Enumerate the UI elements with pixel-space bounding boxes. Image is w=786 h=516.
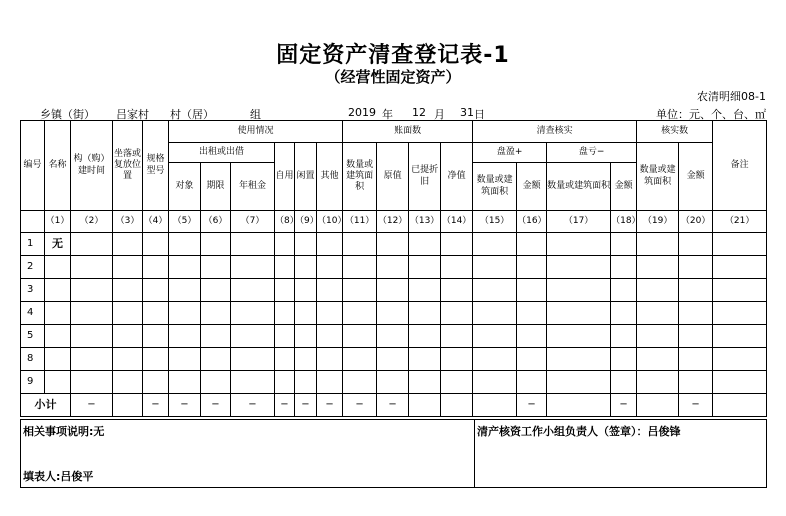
col-number-cell: （1） [45, 211, 71, 233]
table-cell [201, 302, 231, 325]
table-cell [317, 371, 343, 394]
subtotal-cell: − [71, 394, 113, 417]
col-usage-header: 使用情况 [169, 121, 343, 143]
table-cell [473, 233, 517, 256]
subtotal-cell: − [201, 394, 231, 417]
table-cell [317, 279, 343, 302]
table-cell [113, 233, 143, 256]
year-value: 2019 [348, 106, 376, 119]
col-number-cell: （8） [275, 211, 295, 233]
table-row [21, 256, 767, 279]
col-net-header: 净值 [441, 143, 473, 211]
table-cell [143, 302, 169, 325]
col-number-cell: （18） [611, 211, 637, 233]
table-cell [409, 302, 441, 325]
table-cell [143, 348, 169, 371]
col-number-cell: （5） [169, 211, 201, 233]
year-label: 年 [382, 108, 393, 121]
table-cell [201, 279, 231, 302]
table-row [21, 325, 767, 348]
subtotal-cell: − [317, 394, 343, 417]
col-remark-header: 备注 [713, 121, 767, 211]
table-cell [317, 302, 343, 325]
table-cell [473, 371, 517, 394]
table-cell [295, 256, 317, 279]
table-cell [409, 348, 441, 371]
table-cell [201, 233, 231, 256]
table-cell [71, 279, 113, 302]
subtotal-cell [113, 394, 143, 417]
col-loss-qty-header: 数量或建筑面积 [547, 163, 611, 211]
table-cell [71, 325, 113, 348]
subtotal-cell [637, 394, 679, 417]
month-label: 月 [434, 108, 445, 121]
table-cell [473, 279, 517, 302]
table-cell [143, 325, 169, 348]
table-cell [547, 348, 611, 371]
table-cell [231, 348, 275, 371]
table-cell [343, 325, 377, 348]
table-cell [679, 302, 713, 325]
table-cell [317, 233, 343, 256]
table-cell [713, 233, 767, 256]
table-cell [343, 348, 377, 371]
table-cell [547, 325, 611, 348]
table-cell [71, 348, 113, 371]
form-code: 农清明细08-1 [697, 90, 766, 103]
table-cell [143, 279, 169, 302]
group-label: 组 [250, 108, 261, 121]
table-row [21, 279, 767, 302]
col-number-cell: （7） [231, 211, 275, 233]
col-target-header: 对象 [169, 163, 201, 211]
table-cell [713, 279, 767, 302]
table-cell [231, 256, 275, 279]
table-cell [71, 371, 113, 394]
table-cell [517, 279, 547, 302]
table-cell [169, 325, 201, 348]
table-cell [275, 302, 295, 325]
table-cell [547, 279, 611, 302]
col-original-header: 原值 [377, 143, 409, 211]
table-cell [713, 371, 767, 394]
table-cell [473, 256, 517, 279]
table-cell [611, 302, 637, 325]
table-cell [441, 371, 473, 394]
subtotal-cell: − [517, 394, 547, 417]
subtotal-cell: − [295, 394, 317, 417]
row-number: 5 [21, 325, 45, 348]
subtotal-cell [547, 394, 611, 417]
subtotal-cell [441, 394, 473, 417]
row-name [45, 348, 71, 371]
table-cell [441, 256, 473, 279]
table-cell [275, 371, 295, 394]
col-verified-header: 核实数 [637, 121, 713, 143]
col-number-cell: （17） [547, 211, 611, 233]
col-verified-amt-header: 金额 [679, 143, 713, 211]
table-cell [441, 233, 473, 256]
col-num-header: 编号 [21, 121, 45, 211]
table-cell [517, 325, 547, 348]
row-name: 无 [45, 233, 71, 256]
table-cell [317, 325, 343, 348]
table-cell [517, 348, 547, 371]
table-cell [547, 371, 611, 394]
table-cell [71, 233, 113, 256]
table-cell [295, 302, 317, 325]
table-cell [611, 233, 637, 256]
table-cell [317, 348, 343, 371]
row-name [45, 325, 71, 348]
table-cell [143, 256, 169, 279]
table-cell [637, 371, 679, 394]
table-cell [113, 279, 143, 302]
row-name [45, 371, 71, 394]
table-cell [295, 279, 317, 302]
col-rent-header: 年租金 [231, 163, 275, 211]
table-cell [473, 348, 517, 371]
subtotal-row [21, 394, 767, 417]
form-title: 固定资产清查登记表-1 [276, 43, 510, 68]
table-cell [441, 325, 473, 348]
table-cell [295, 348, 317, 371]
unit-label: 单位：元、个、台、㎡ [656, 108, 766, 121]
col-location-header: 坐落或复放位置 [113, 121, 143, 211]
table-cell [679, 348, 713, 371]
col-number-cell: （4） [143, 211, 169, 233]
table-cell [143, 371, 169, 394]
col-book-header: 账面数 [343, 121, 473, 143]
day-label: 日 [474, 108, 485, 121]
table-cell [637, 256, 679, 279]
asset-register-table [20, 120, 767, 417]
table-cell [377, 279, 409, 302]
table-cell [275, 325, 295, 348]
table-cell [409, 279, 441, 302]
table-cell [275, 233, 295, 256]
footer-left [21, 420, 475, 488]
day-value: 31 [460, 106, 474, 119]
table-cell [713, 256, 767, 279]
table-cell [275, 279, 295, 302]
table-cell [169, 371, 201, 394]
month-value: 12 [412, 106, 426, 119]
table-cell [343, 371, 377, 394]
col-verify-header: 清查核实 [473, 121, 637, 143]
table-cell [611, 325, 637, 348]
table-cell [377, 302, 409, 325]
col-surplus-header: 盘盈+ [473, 143, 547, 163]
table-cell [517, 302, 547, 325]
table-cell [377, 325, 409, 348]
col-number-cell: （14） [441, 211, 473, 233]
table-cell [409, 256, 441, 279]
col-surplus-amt-header: 金额 [517, 163, 547, 211]
table-cell [473, 302, 517, 325]
table-cell [713, 348, 767, 371]
col-depreciation-header: 已提折旧 [409, 143, 441, 211]
village-label: 村（居） [170, 108, 214, 121]
table-cell [611, 348, 637, 371]
table-cell [169, 233, 201, 256]
table-cell [611, 279, 637, 302]
table-cell [71, 256, 113, 279]
col-number-cell: （6） [201, 211, 231, 233]
col-number-cell: （9） [295, 211, 317, 233]
related-notes: 相关事项说明:无 [23, 425, 105, 438]
col-verified-qty-header: 数量或建筑面积 [637, 143, 679, 211]
col-surplus-qty-header: 数量或建筑面积 [473, 163, 517, 211]
table-cell [201, 325, 231, 348]
township-label: 乡镇（街） [40, 108, 95, 121]
table-cell [377, 233, 409, 256]
col-build-time-header: 构（购）建时间 [71, 121, 113, 211]
village-name: 吕家村 [116, 108, 149, 121]
table-cell [231, 371, 275, 394]
table-cell [295, 233, 317, 256]
col-number-cell: （11） [343, 211, 377, 233]
table-cell [679, 371, 713, 394]
table-cell [377, 348, 409, 371]
row-name [45, 256, 71, 279]
table-cell [637, 279, 679, 302]
subtotal-cell: − [611, 394, 637, 417]
table-cell [143, 233, 169, 256]
table-cell [113, 302, 143, 325]
col-number-cell: （16） [517, 211, 547, 233]
table-cell [409, 233, 441, 256]
table-cell [547, 233, 611, 256]
row-number: 3 [21, 279, 45, 302]
table-cell [231, 279, 275, 302]
row-number: 8 [21, 348, 45, 371]
col-number-cell: （21） [713, 211, 767, 233]
table-cell [343, 233, 377, 256]
row-number: 9 [21, 371, 45, 394]
table-cell [113, 348, 143, 371]
table-row [21, 233, 767, 256]
col-term-header: 期限 [201, 163, 231, 211]
table-cell [343, 302, 377, 325]
subtotal-cell: − [169, 394, 201, 417]
subtotal-cell: − [679, 394, 713, 417]
table-cell [343, 256, 377, 279]
table-cell [71, 302, 113, 325]
table-cell [637, 348, 679, 371]
subtotal-cell [473, 394, 517, 417]
table-cell [679, 233, 713, 256]
col-other-header: 其他 [317, 143, 343, 211]
table-cell [713, 302, 767, 325]
col-number-cell: （12） [377, 211, 409, 233]
table-cell [637, 302, 679, 325]
col-number-cell: （13） [409, 211, 441, 233]
table-cell [679, 256, 713, 279]
table-cell [113, 256, 143, 279]
table-cell [611, 371, 637, 394]
table-row [21, 302, 767, 325]
table-cell [275, 348, 295, 371]
table-cell [231, 302, 275, 325]
subtotal-cell [409, 394, 441, 417]
table-cell [637, 233, 679, 256]
table-cell [547, 256, 611, 279]
col-number-cell: （15） [473, 211, 517, 233]
table-cell [317, 256, 343, 279]
subtotal-cell: − [143, 394, 169, 417]
table-cell [517, 371, 547, 394]
col-lease-header: 出租或出借 [169, 143, 275, 163]
table-cell [275, 256, 295, 279]
table-cell [201, 371, 231, 394]
responsible-person: 清产核资工作小组负责人（签章）：吕俊锋 [477, 425, 681, 438]
table-row [21, 371, 767, 394]
col-number-cell [21, 211, 45, 233]
table-cell [201, 256, 231, 279]
table-cell [713, 325, 767, 348]
subtotal-cell [713, 394, 767, 417]
col-loss-header: 盘亏− [547, 143, 637, 163]
table-cell [343, 279, 377, 302]
table-cell [517, 256, 547, 279]
col-number-cell: （3） [113, 211, 143, 233]
table-cell [231, 325, 275, 348]
table-cell [409, 325, 441, 348]
table-cell [201, 348, 231, 371]
table-cell [113, 371, 143, 394]
table-cell [169, 348, 201, 371]
row-number: 4 [21, 302, 45, 325]
table-cell [441, 279, 473, 302]
row-name [45, 302, 71, 325]
table-cell [441, 348, 473, 371]
table-cell [169, 302, 201, 325]
table-cell [295, 371, 317, 394]
table-cell [637, 325, 679, 348]
col-qty-area-header: 数量或建筑面积 [343, 143, 377, 211]
footer-right [475, 420, 767, 488]
footer-table [20, 419, 767, 488]
subtotal-cell: − [377, 394, 409, 417]
col-spec-header: 规格型号 [143, 121, 169, 211]
table-cell [441, 302, 473, 325]
subtotal-cell: − [275, 394, 295, 417]
col-number-cell: （10） [317, 211, 343, 233]
table-cell [547, 302, 611, 325]
table-cell [679, 279, 713, 302]
col-number-cell: （2） [71, 211, 113, 233]
table-cell [169, 279, 201, 302]
col-name-header: 名称 [45, 121, 71, 211]
table-cell [113, 325, 143, 348]
table-cell [473, 325, 517, 348]
form-subtitle: （经营性固定资产） [325, 68, 461, 86]
table-cell [169, 256, 201, 279]
row-number: 1 [21, 233, 45, 256]
row-name [45, 279, 71, 302]
col-self-use-header: 自用 [275, 143, 295, 211]
table-cell [409, 371, 441, 394]
table-cell [679, 325, 713, 348]
table-cell [231, 233, 275, 256]
subtotal-cell: − [231, 394, 275, 417]
row-number: 2 [21, 256, 45, 279]
table-cell [377, 371, 409, 394]
subtotal-label: 小计 [21, 394, 71, 417]
col-number-cell: （19） [637, 211, 679, 233]
table-cell [295, 325, 317, 348]
table-cell [377, 256, 409, 279]
col-loss-amt-header: 金额 [611, 163, 637, 211]
table-cell [611, 256, 637, 279]
filler-name: 填表人:吕俊平 [23, 470, 94, 483]
table-row [21, 348, 767, 371]
col-number-cell: （20） [679, 211, 713, 233]
subtotal-cell: − [343, 394, 377, 417]
table-cell [517, 233, 547, 256]
col-idle-header: 闲置 [295, 143, 317, 211]
